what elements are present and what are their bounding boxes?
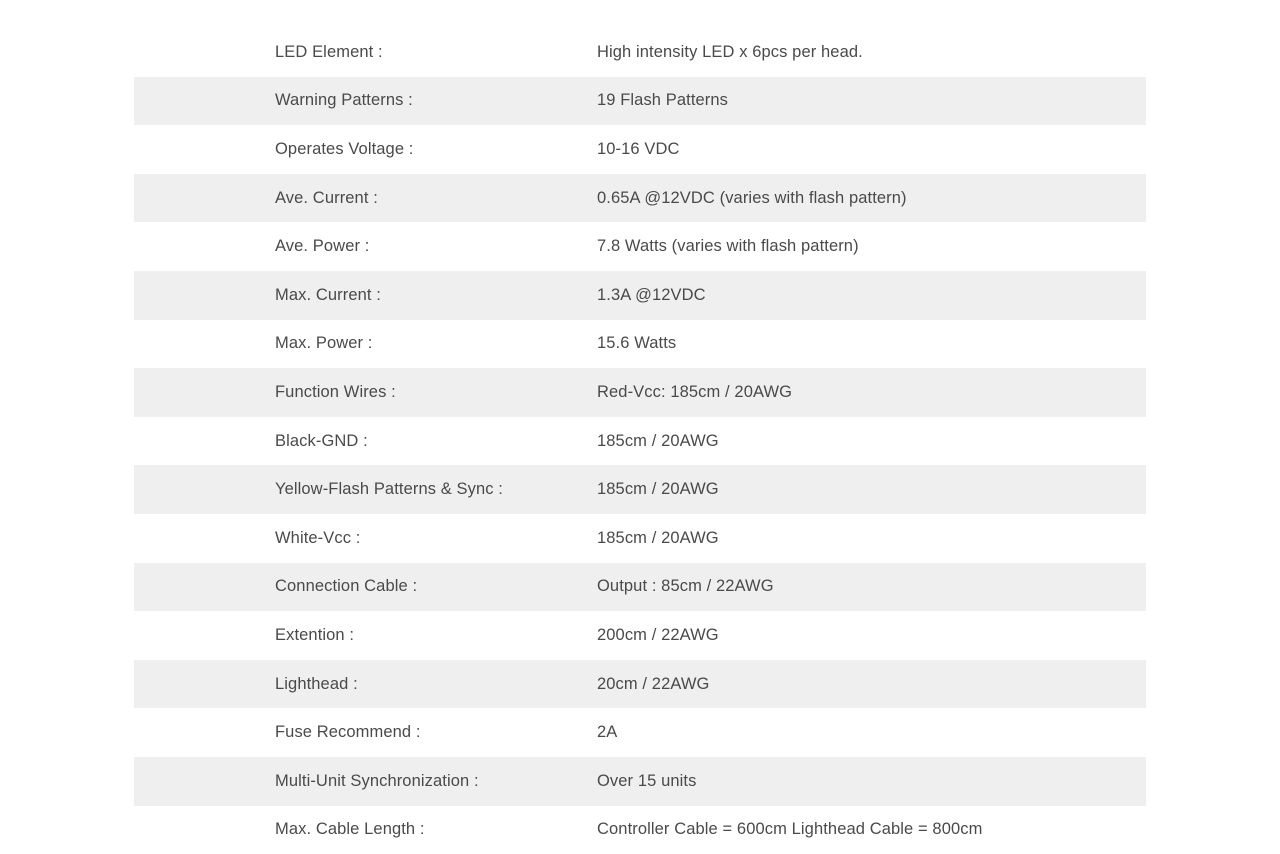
table-row [134,660,1146,709]
spec-value: 185cm / 20AWG [597,514,1146,563]
spec-label: Ave. Power : [134,222,597,271]
specification-table [134,28,1146,854]
spec-label: Fuse Recommend : [134,708,597,757]
table-row [134,368,1146,417]
spec-value: 185cm / 20AWG [597,417,1146,466]
spec-value: Red-Vcc: 185cm / 20AWG [597,368,1146,417]
table-row [134,611,1146,660]
spec-label: White-Vcc : [134,514,597,563]
spec-value: Output : 85cm / 22AWG [597,563,1146,612]
spec-label: Black-GND : [134,417,597,466]
spec-label: Extention : [134,611,597,660]
spec-label: Connection Cable : [134,563,597,612]
table-row [134,417,1146,466]
spec-label: Max. Current : [134,271,597,320]
spec-value: 19 Flash Patterns [597,77,1146,126]
spec-label: Warning Patterns : [134,77,597,126]
spec-value: 200cm / 22AWG [597,611,1146,660]
table-row [134,28,1146,77]
spec-label: Operates Voltage : [134,125,597,174]
spec-value: Controller Cable = 600cm Lighthead Cable = 800cm [597,806,1146,854]
table-row [134,708,1146,757]
spec-value: 185cm / 20AWG [597,465,1146,514]
spec-value: 2A [597,708,1146,757]
spec-label: Ave. Current : [134,174,597,223]
spec-label: Function Wires : [134,368,597,417]
spec-label: Lighthead : [134,660,597,709]
spec-value: 1.3A @12VDC [597,271,1146,320]
spec-value: 7.8 Watts (varies with flash pattern) [597,222,1146,271]
table-row [134,271,1146,320]
spec-label: Max. Power : [134,320,597,369]
table-row [134,77,1146,126]
table-row [134,757,1146,806]
spec-value: High intensity LED x 6pcs per head. [597,28,1146,77]
table-row [134,174,1146,223]
table-row [134,514,1146,563]
spec-value: 10-16 VDC [597,125,1146,174]
table-row [134,563,1146,612]
table-row [134,125,1146,174]
spec-label: Max. Cable Length : [134,806,597,854]
table-row [134,806,1146,854]
spec-value: 20cm / 22AWG [597,660,1146,709]
spec-label: LED Element : [134,28,597,77]
table-row [134,465,1146,514]
table-row [134,222,1146,271]
spec-label: Yellow-Flash Patterns & Sync : [134,465,597,514]
spec-value: 0.65A @12VDC (varies with flash pattern) [597,174,1146,223]
spec-value: Over 15 units [597,757,1146,806]
spec-label: Multi-Unit Synchronization : [134,757,597,806]
table-row [134,320,1146,369]
spec-value: 15.6 Watts [597,320,1146,369]
specification-table-body [134,28,1146,854]
